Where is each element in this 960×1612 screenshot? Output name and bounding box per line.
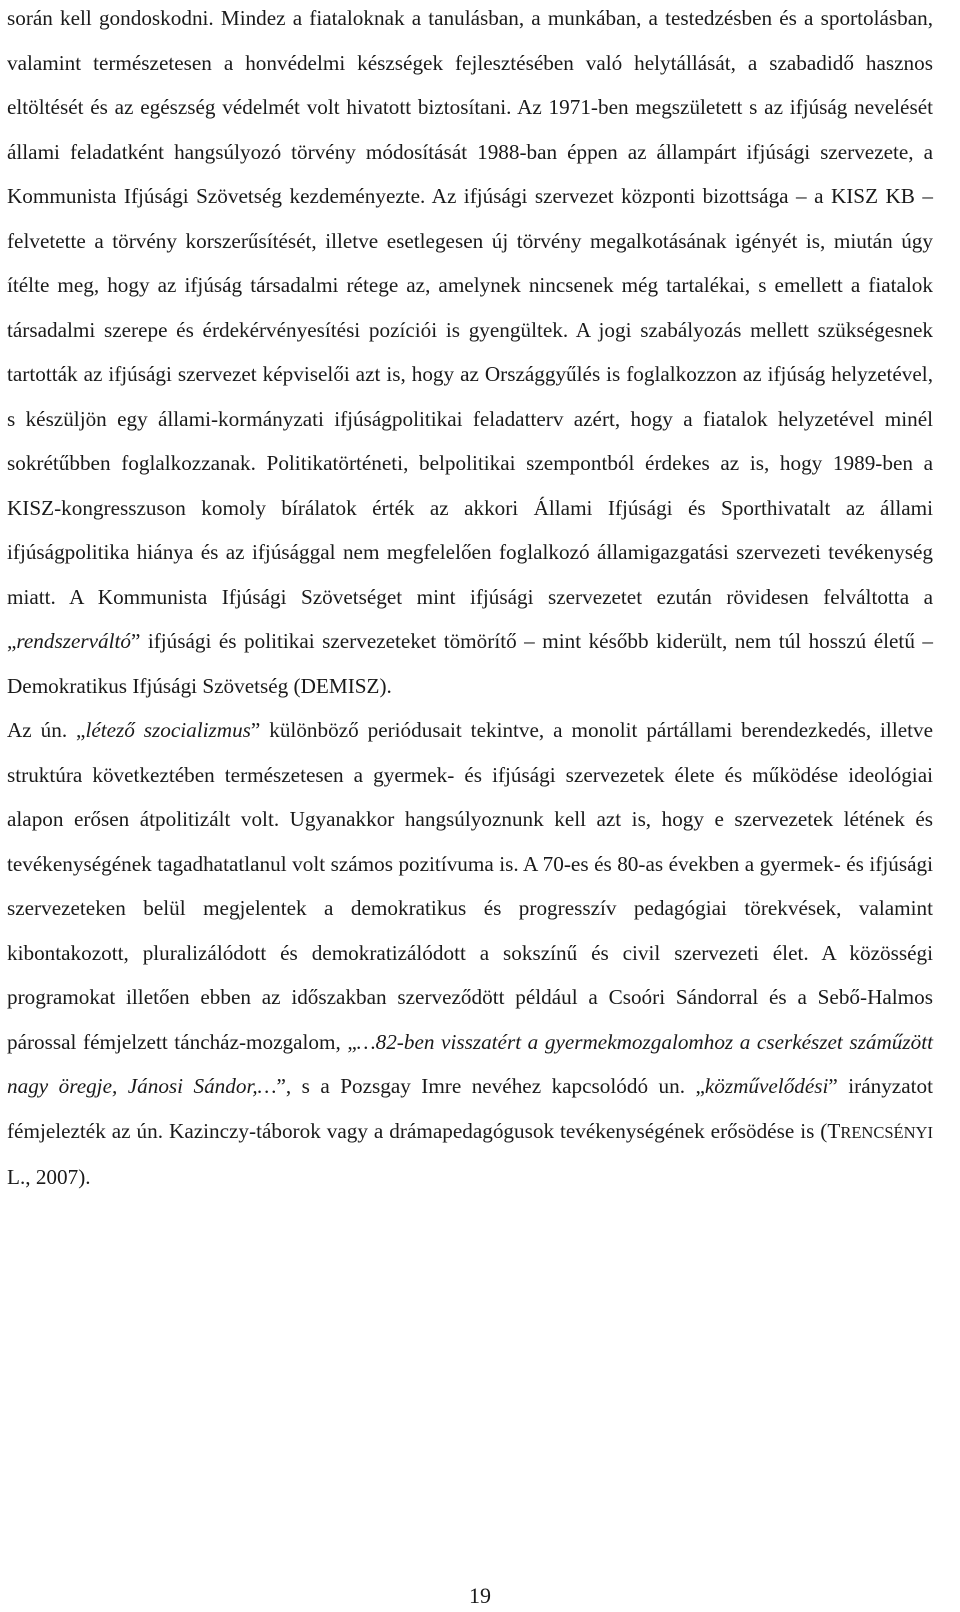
citation-author-initial: T [827, 1118, 841, 1143]
sentence: ” irányzatot fémjelezték az ún. Kazinczy-táborok vagy a drámapedagógusok tevékenységének erősödése is ( [7, 1074, 933, 1143]
sentence: ”, s a Pozsgay Imre nevéhez kapcsolódó un. „ [276, 1074, 705, 1098]
paragraph-1 [7, 0, 933, 708]
sentence: ” ifjúsági és politikai szervezeteket tömörítő – mint később kiderült, nem túl hosszú életű – Demokratikus Ifjúsági Szövetség (DEMISZ). [7, 629, 933, 698]
sentence: ” különböző periódusait tekintve, a monolit pártállami berendezkedés, illetve struktúra következtében természetesen a gyermek- és ifjúsági szervezetek élete és működése ideológiai alapon erősen átpolitizált volt. [7, 718, 933, 831]
body-text [7, 0, 933, 1200]
sentence: Politikatörténeti, belpolitikai szempontból érdekes az is, hogy 1989-ben a KISZ-kongresszuson komoly bírálatok érték az akkori Állami Ifjúsági és Sporthivatalt az állami ifjúságpolitika hiánya és az ifjúsággal nem megfelelően foglalkozó államigazgatási szervezeti tevékenység miatt. [7, 451, 933, 609]
sentence: L., 2007). [7, 1165, 91, 1189]
sentence: A jogi szabályozás mellett szükségesnek tartották az ifjúsági szervezet képviselői azt is, hogy az Országgyűlés is foglalkozzon az ifjúság helyzetével, s készüljön egy állami-kormányzati ifjúságpolitikai feladatterv azért, hogy a fiatalok helyzetével minél sokrétűbben foglalkozzanak. [7, 317, 933, 475]
italic-term: rendszerváltó [16, 629, 131, 653]
sentence: Az ifjúsági szervezet központi bizottsága – a KISZ KB – felvetette a törvény korszerűsítését, illetve esetlegesen új törvény megalkotásának igényét is, miután úgy ítélte meg, hogy az ifjúság társadalmi rétege az, amelynek nincsenek még tartalékai, s emellett a fiatalok társadalmi szerepe és érdekérvényesítési pozíciói is gyengültek. [7, 184, 933, 342]
sentence: A Kommunista Ifjúsági Szövetséget mint ifjúsági szervezetet ezután rövidesen felváltotta a „ [7, 584, 933, 653]
citation-author-rest: RENCSÉNYI [840, 1122, 933, 1142]
sentence: során kell gondoskodni. Mindez a fiataloknak a tanulásban, a munkában, a testedzésben és a sportolásban, valamint természetesen a honvédelmi készségek fejlesztésében való helytállását, a szabadidő hasznos eltöltését és az egészség védelmét volt hivatott biztosítani. [7, 6, 933, 119]
page-number: 19 [469, 1583, 491, 1608]
paragraph-2 [7, 708, 933, 1200]
italic-term: közművelődési [704, 1074, 829, 1098]
sentence: Az 1971-ben megszületett s az ifjúság nevelését állami feladatként hangsúlyozó törvény módosítását 1988-ban éppen az állampárt ifjúsági szervezete, a Kommunista Ifjúsági Szövetség kezdeményezte. [7, 95, 933, 208]
sentence: Az ún. „ [7, 718, 86, 742]
sentence: A közösségi programokat illetően ebben az időszakban szerveződött például a Csoóri Sándorral és a Sebő-Halmos párossal fémjelzett táncház-mozgalom, „ [7, 940, 933, 1054]
sentence: Ugyanakkor hangsúlyoznunk kell azt is, hogy e szervezetek létének és tevékenységének tagadhatatlanul volt számos pozitívuma is. [7, 807, 933, 876]
italic-quote: …82-ben visszatért a gyermekmozgalomhoz a cserkészet száműzött nagy öregje, Jánosi Sándor,… [7, 1029, 933, 1098]
sentence: A 70-es és 80-as években a gyermek- és ifjúsági szervezeteken belül megjelentek a demokratikus és progresszív pedagógiai törekvések, valamint kibontakozott, pluralizálódott és demokratizálódott a sokszínű és civil szervezeti élet. [7, 851, 933, 965]
italic-term: létező szocializmus [85, 718, 251, 742]
